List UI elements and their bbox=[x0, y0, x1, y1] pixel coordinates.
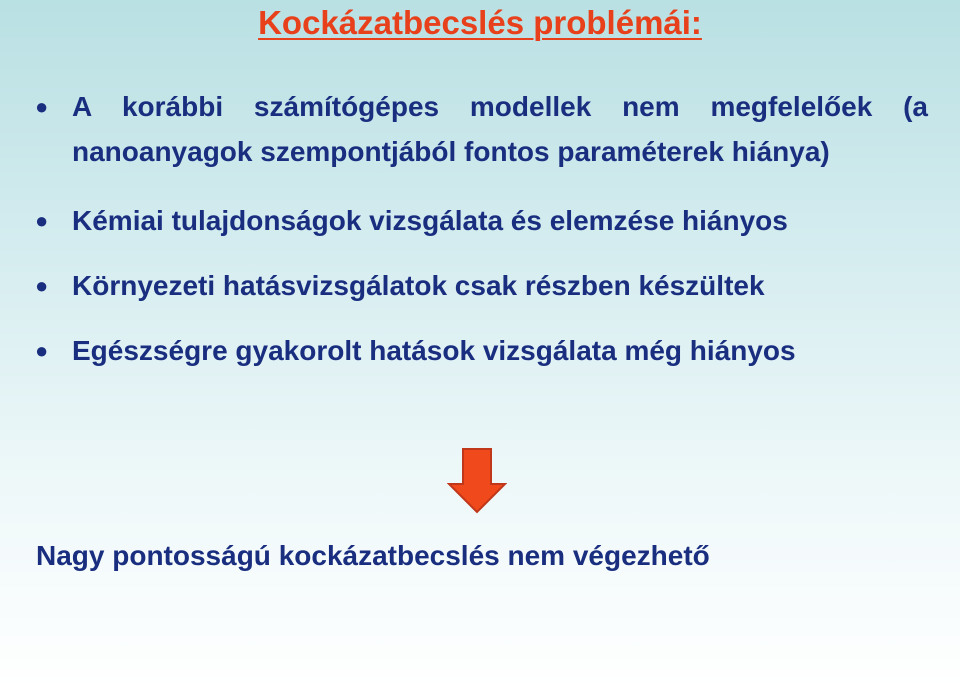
bullet-text: Kémiai tulajdonságok vizsgálata és elemzése hiányos bbox=[72, 205, 788, 236]
slide-title bbox=[0, 4, 960, 42]
bullet-dot-icon: ● bbox=[35, 338, 49, 363]
bullet-text: A korábbi számítógépes modellek nem megfelelőek (a nanoanyagok szempontjából fontos paraméterek hiánya) bbox=[72, 91, 928, 167]
bullet-dot-icon: ● bbox=[35, 273, 49, 298]
bullet-item bbox=[35, 84, 928, 174]
down-arrow-icon bbox=[447, 448, 507, 514]
bullet-item bbox=[35, 198, 928, 243]
conclusion-text: Nagy pontosságú kockázatbecslés nem végezhető bbox=[36, 540, 710, 571]
bullet-item bbox=[35, 328, 928, 373]
slide-title-text: Kockázatbecslés problémái: bbox=[258, 4, 702, 41]
bullet-text: Egészségre gyakorolt hatások vizsgálata még hiányos bbox=[72, 335, 796, 366]
bullet-dot-icon: ● bbox=[35, 94, 49, 119]
bullet-item bbox=[35, 263, 928, 308]
bullet-text: Környezeti hatásvizsgálatok csak részben készültek bbox=[72, 270, 765, 301]
bullet-list bbox=[35, 84, 928, 373]
bullet-dot-icon: ● bbox=[35, 208, 49, 233]
